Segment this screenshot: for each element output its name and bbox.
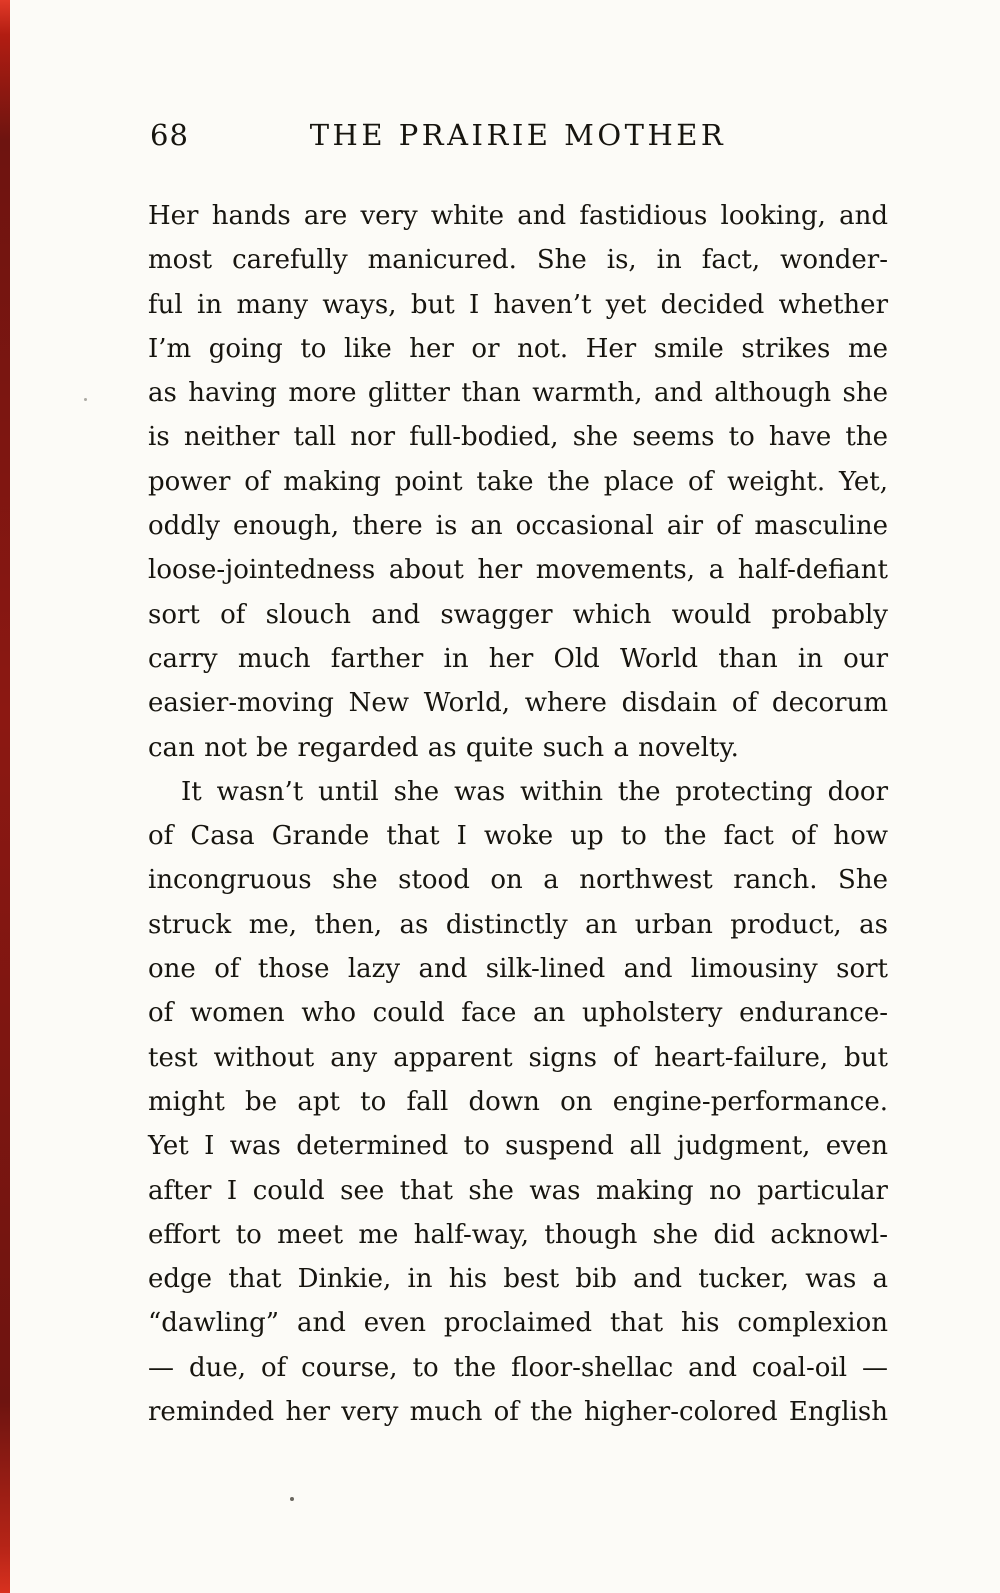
page-header — [148, 118, 888, 160]
page-number: 68 — [150, 118, 189, 152]
text-line: Yet I was determined to suspend all judgment, even — [148, 1131, 888, 1162]
text-line: struck me, then, as distinctly an urban product, as — [148, 909, 888, 940]
text-line: might be apt to fall down on engine-performance. — [148, 1086, 888, 1117]
text-line: is neither tall nor full-bodied, she seems to have the — [148, 422, 888, 453]
text-line: can not be regarded as quite such a novelty. — [148, 732, 739, 763]
text-line: as having more glitter than warmth, and although she — [148, 378, 888, 409]
text-line: reminded her very much of the higher-colored English — [148, 1397, 888, 1428]
text-line: It wasn’t until she was within the protecting door — [181, 776, 888, 807]
text-line: test without any apparent signs of heart-failure, but — [148, 1042, 888, 1073]
text-line: loose-jointedness about her movements, a half-defiant — [148, 555, 888, 586]
text-line: most carefully manicured. She is, in fact, wonder- — [148, 245, 888, 276]
content-area — [148, 118, 888, 1434]
paragraph — [148, 194, 888, 770]
running-title: THE PRAIRIE MOTHER — [309, 118, 727, 152]
text-line: — due, of course, to the floor-shellac and coal-oil — — [148, 1352, 888, 1383]
text-line: one of those lazy and silk-lined and limousiny sort — [148, 954, 888, 985]
text-line: “dawling” and even proclaimed that his complexion — [148, 1308, 888, 1339]
text-line: easier-moving New World, where disdain of decorum — [148, 688, 888, 719]
text-line: sort of slouch and swagger which would probably — [148, 599, 888, 630]
scan-edge-strip — [0, 0, 10, 1593]
text-line: effort to meet me half-way, though she did acknowl- — [148, 1219, 888, 1250]
text-line: after I could see that she was making no particular — [148, 1175, 888, 1206]
text-line: carry much farther in her Old World than in our — [148, 643, 888, 674]
text-line: Her hands are very white and fastidious looking, and — [148, 201, 888, 231]
body-text — [148, 194, 888, 1434]
text-line: I’m going to like her or not. Her smile strikes me — [148, 333, 888, 364]
text-line: of women who could face an upholstery endurance- — [148, 998, 888, 1029]
scan-speck — [290, 1497, 294, 1501]
text-line: oddly enough, there is an occasional air of masculine — [148, 511, 888, 542]
paragraph — [148, 770, 888, 1434]
text-line: power of making point take the place of weight. Yet, — [148, 466, 888, 497]
text-line: incongruous she stood on a northwest ranch. She — [148, 865, 888, 896]
text-line: of Casa Grande that I woke up to the fact of how — [148, 821, 888, 852]
text-line: ful in many ways, but I haven’t yet decided whether — [148, 289, 888, 320]
text-line: edge that Dinkie, in his best bib and tucker, was a — [148, 1264, 888, 1295]
scan-speck — [84, 398, 87, 401]
